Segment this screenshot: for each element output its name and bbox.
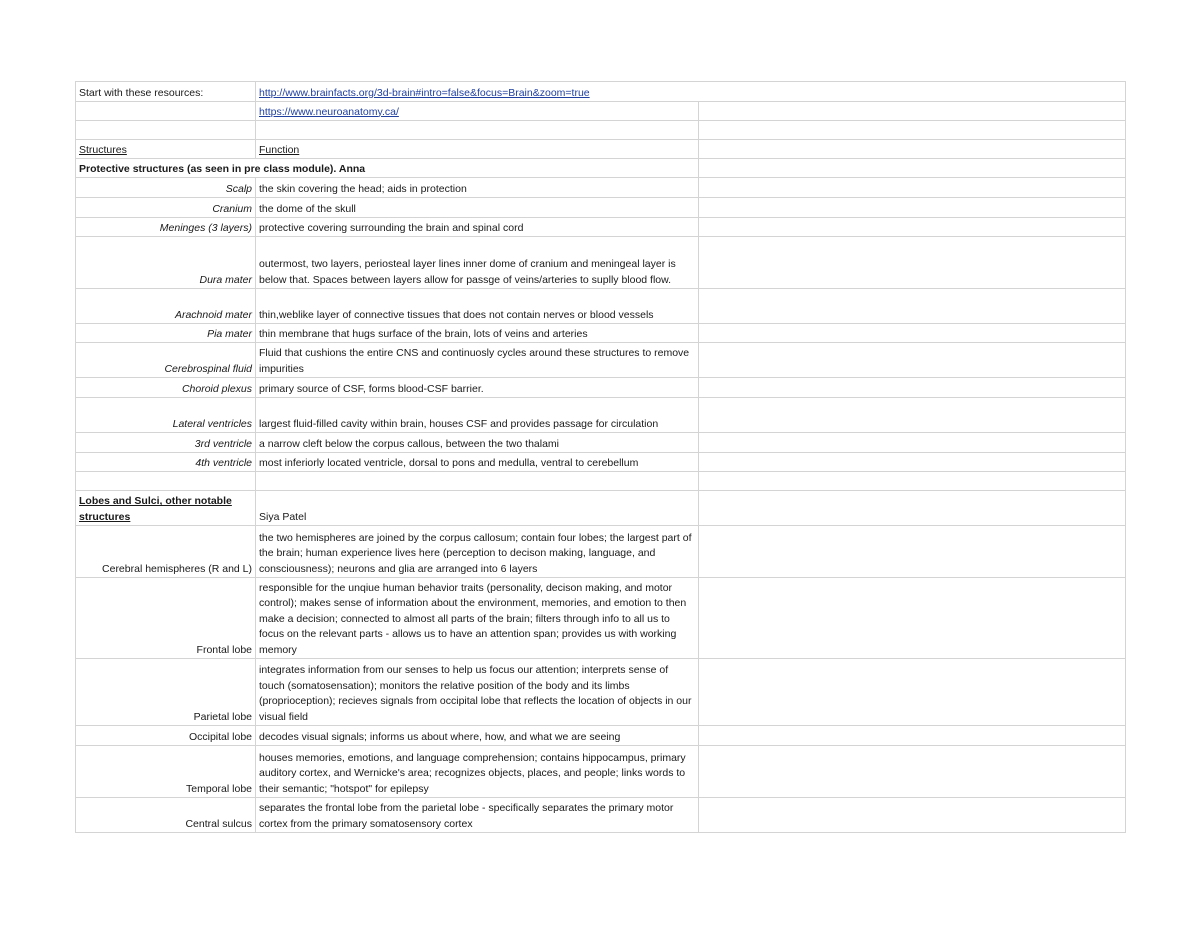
table-row bbox=[76, 578, 1126, 659]
empty-cell bbox=[699, 237, 1126, 289]
empty-cell bbox=[699, 491, 1126, 526]
empty-cell bbox=[699, 324, 1126, 343]
empty-cell bbox=[699, 378, 1126, 398]
function-cell: decodes visual signals; informs us about where, how, and what we are seeing bbox=[256, 726, 699, 746]
function-header: Function bbox=[256, 140, 699, 159]
structures-header: Structures bbox=[76, 140, 256, 159]
resource-link-neuroanatomy[interactable]: https://www.neuroanatomy.ca/ bbox=[259, 105, 399, 118]
table-row bbox=[76, 526, 1126, 578]
table-row bbox=[76, 237, 1126, 289]
table-row bbox=[76, 659, 1126, 726]
resource-link-cell bbox=[256, 102, 699, 121]
table-row bbox=[76, 178, 1126, 198]
spreadsheet-table bbox=[75, 81, 1126, 833]
empty-cell bbox=[699, 746, 1126, 798]
table-row bbox=[76, 198, 1126, 218]
structure-cell: Arachnoid mater bbox=[76, 289, 256, 324]
structure-cell: 3rd ventricle bbox=[76, 433, 256, 453]
lobes-author: Siya Patel bbox=[256, 491, 699, 526]
empty-cell bbox=[256, 121, 699, 140]
structure-cell: Meninges (3 layers) bbox=[76, 218, 256, 237]
empty-cell bbox=[699, 198, 1126, 218]
table-row bbox=[76, 82, 1126, 102]
function-cell: houses memories, emotions, and language comprehension; contains hippocampus, primary auditory cortex, and Wernicke's area; recognizes objects, places, and people; links words to their semantic; "hotspot" for epilepsy bbox=[256, 746, 699, 798]
empty-cell bbox=[699, 218, 1126, 237]
table-row bbox=[76, 433, 1126, 453]
table-row bbox=[76, 491, 1126, 526]
empty-cell bbox=[699, 343, 1126, 378]
table-row bbox=[76, 398, 1126, 433]
structure-cell: Parietal lobe bbox=[76, 659, 256, 726]
resource-link-cell bbox=[256, 82, 1126, 102]
function-cell: primary source of CSF, forms blood-CSF barrier. bbox=[256, 378, 699, 398]
empty-cell bbox=[699, 140, 1126, 159]
table-row bbox=[76, 472, 1126, 491]
empty-cell bbox=[76, 472, 256, 491]
table-row bbox=[76, 102, 1126, 121]
table-row bbox=[76, 726, 1126, 746]
resource-link-brainfacts[interactable]: http://www.brainfacts.org/3d-brain#intro=false&focus=Brain&zoom=true bbox=[259, 86, 590, 99]
table-row bbox=[76, 343, 1126, 378]
function-cell: the two hemispheres are joined by the corpus callosum; contain four lobes; the largest part of the brain; human experience lives here (perception to decison making, language, and consciousness); neurons and glia are arranged into 6 layers bbox=[256, 526, 699, 578]
structure-cell: Dura mater bbox=[76, 237, 256, 289]
empty-cell bbox=[699, 121, 1126, 140]
empty-cell bbox=[699, 159, 1126, 178]
empty-cell bbox=[699, 726, 1126, 746]
structure-cell: Lateral ventricles bbox=[76, 398, 256, 433]
protective-section-title: Protective structures (as seen in pre class module). Anna bbox=[76, 159, 699, 178]
table-row bbox=[76, 798, 1126, 833]
table-row bbox=[76, 289, 1126, 324]
function-cell: separates the frontal lobe from the parietal lobe - specifically separates the primary motor cortex from the primary somatosensory cortex bbox=[256, 798, 699, 833]
empty-cell bbox=[699, 798, 1126, 833]
empty-cell bbox=[699, 289, 1126, 324]
empty-cell bbox=[76, 102, 256, 121]
function-cell: thin,weblike layer of connective tissues that does not contain nerves or blood vessels bbox=[256, 289, 699, 324]
structure-cell: Temporal lobe bbox=[76, 746, 256, 798]
function-cell: integrates information from our senses to help us focus our attention; interprets sense of touch (somatosensation); monitors the relative position of the body and its limbs (proprioception); recieves signals from occipital lobe that reflects the location of objects in our visual field bbox=[256, 659, 699, 726]
table-row bbox=[76, 378, 1126, 398]
structure-cell: Cerebral hemispheres (R and L) bbox=[76, 526, 256, 578]
empty-cell bbox=[699, 398, 1126, 433]
function-cell: the dome of the skull bbox=[256, 198, 699, 218]
function-cell: outermost, two layers, periosteal layer lines inner dome of cranium and meningeal layer is below that. Spaces between layers allow for passge of veins/arteries to suplly blood flow. bbox=[256, 237, 699, 289]
function-cell: a narrow cleft below the corpus callous, between the two thalami bbox=[256, 433, 699, 453]
function-cell: responsible for the unqiue human behavior traits (personality, decison making, and motor control); makes sense of information about the environment, memories, and emotion to then make a decision; connected to almost all parts of the brain; filters through info to all us to focus on the relevant parts - allows us to have an attention span; provides us with working memory bbox=[256, 578, 699, 659]
function-cell: most inferiorly located ventricle, dorsal to pons and medulla, ventral to cerebellum bbox=[256, 453, 699, 472]
empty-cell bbox=[699, 526, 1126, 578]
empty-cell bbox=[699, 102, 1126, 121]
empty-cell bbox=[699, 178, 1126, 198]
empty-cell bbox=[699, 433, 1126, 453]
table-row bbox=[76, 453, 1126, 472]
empty-cell bbox=[699, 472, 1126, 491]
empty-cell bbox=[76, 121, 256, 140]
empty-cell bbox=[699, 453, 1126, 472]
table-row bbox=[76, 746, 1126, 798]
empty-cell bbox=[699, 578, 1126, 659]
structure-cell: Frontal lobe bbox=[76, 578, 256, 659]
table-row bbox=[76, 121, 1126, 140]
structure-cell: Cerebrospinal fluid bbox=[76, 343, 256, 378]
empty-cell bbox=[256, 472, 699, 491]
table-row bbox=[76, 140, 1126, 159]
table-row bbox=[76, 159, 1126, 178]
structure-cell: Scalp bbox=[76, 178, 256, 198]
function-cell: the skin covering the head; aids in protection bbox=[256, 178, 699, 198]
table-row bbox=[76, 218, 1126, 237]
lobes-section-title: Lobes and Sulci, other notable structures bbox=[76, 491, 256, 526]
table-row bbox=[76, 324, 1126, 343]
structure-cell: Cranium bbox=[76, 198, 256, 218]
structure-cell: 4th ventricle bbox=[76, 453, 256, 472]
structure-cell: Choroid plexus bbox=[76, 378, 256, 398]
structure-cell: Occipital lobe bbox=[76, 726, 256, 746]
structure-cell: Central sulcus bbox=[76, 798, 256, 833]
empty-cell bbox=[699, 659, 1126, 726]
structure-cell: Pia mater bbox=[76, 324, 256, 343]
function-cell: thin membrane that hugs surface of the brain, lots of veins and arteries bbox=[256, 324, 699, 343]
resources-label: Start with these resources: bbox=[76, 82, 256, 102]
function-cell: protective covering surrounding the brain and spinal cord bbox=[256, 218, 699, 237]
function-cell: Fluid that cushions the entire CNS and continuosly cycles around these structures to remove impurities bbox=[256, 343, 699, 378]
function-cell: largest fluid-filled cavity within brain, houses CSF and provides passage for circulation bbox=[256, 398, 699, 433]
